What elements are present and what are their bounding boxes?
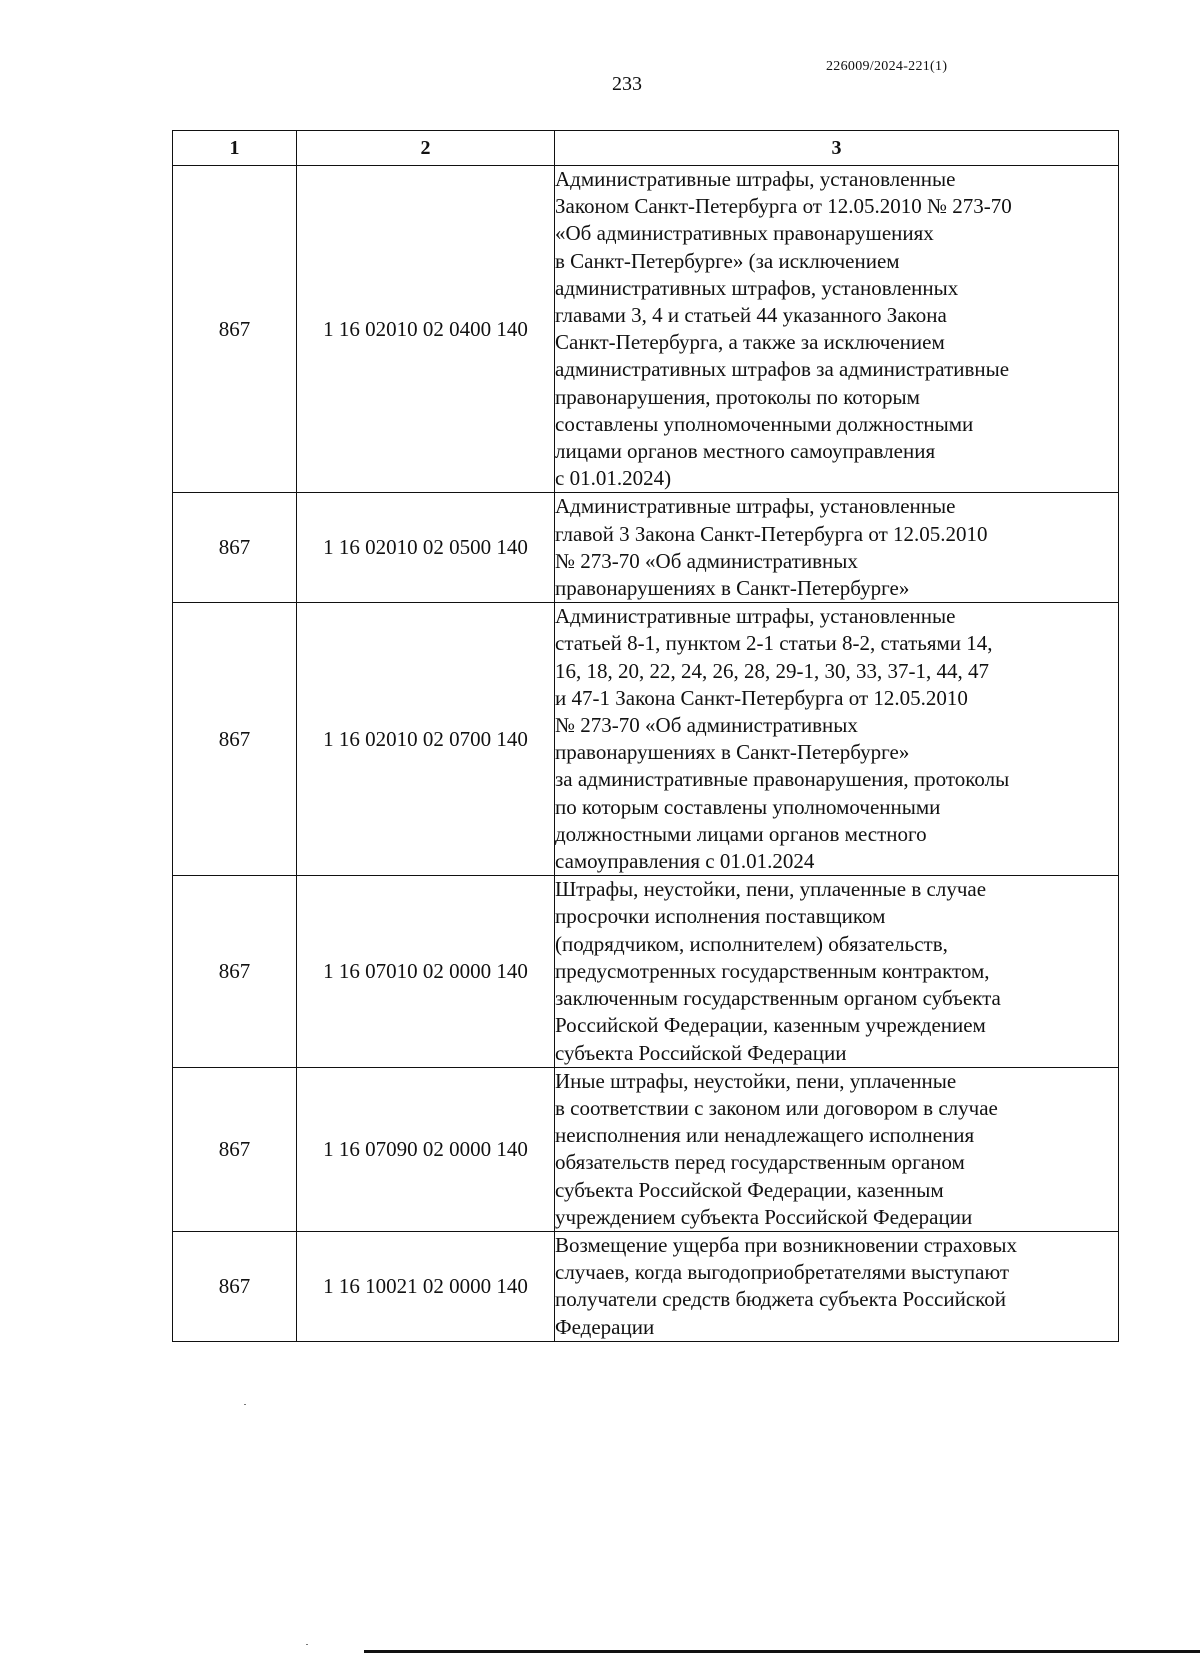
table-row [173,1231,1119,1341]
description-line: Санкт-Петербурга, а также за исключением [555,330,945,355]
column-header-1: 1 [173,131,297,166]
description-line: обязательств перед государственным органом [555,1150,965,1175]
description-line: Административные штрафы, установленные [555,494,956,519]
column-header-2: 2 [297,131,555,166]
budget-code-cell: 1 16 10021 02 0000 140 [297,1231,555,1341]
description-line: должностными лицами органов местного [555,821,927,846]
budget-code-cell: 1 16 07090 02 0000 140 [297,1067,555,1231]
description-line: Законом Санкт-Петербурга от 12.05.2010 № 273-70 [555,194,1012,219]
budget-code-cell: 1 16 02010 02 0500 140 [297,493,555,603]
description-line: правонарушениях в Санкт-Петербурге» [555,576,910,601]
description-line: главами 3, 4 и статьей 44 указанного Закона [555,303,947,328]
description-line: Иные штрафы, неустойки, пени, уплаченные [555,1068,957,1093]
description-line: Российской Федерации, казенным учреждением [555,1013,986,1038]
admin-code-cell: 867 [173,493,297,603]
description-cell [555,603,1119,876]
scan-edge-line [364,1650,1200,1653]
budget-code-cell: 1 16 02010 02 0400 140 [297,166,555,493]
description-line: Административные штрафы, установленные [555,167,956,191]
table-row [173,166,1119,493]
admin-code-cell: 867 [173,603,297,876]
admin-code-cell: 867 [173,876,297,1067]
description-line: административных штрафов за административные [555,357,1010,382]
description-line: правонарушениях в Санкт-Петербурге» [555,740,910,765]
column-header-3: 3 [555,131,1119,166]
description-line: № 273-70 «Об административных [555,713,858,738]
description-cell [555,1231,1119,1341]
description-cell [555,493,1119,603]
description-line: в Санкт-Петербурге» (за исключением [555,248,900,273]
description-line: предусмотренных государственным контрактом, [555,958,990,983]
description-line: (подрядчиком, исполнителем) обязательств, [555,931,948,956]
description-line: учреждением субъекта Российской Федерации [555,1204,973,1229]
description-line: № 273-70 «Об административных [555,548,858,573]
description-line: 16, 18, 20, 22, 24, 26, 28, 29-1, 30, 33, 37-1, 44, 47 [555,658,989,683]
description-line: неисполнения или ненадлежащего исполнения [555,1123,975,1148]
description-line: случаев, когда выгодоприобретателями выступают [555,1260,1010,1285]
document-id: 226009/2024-221(1) [826,59,948,74]
table-row [173,493,1119,603]
description-line: и 47-1 Закона Санкт-Петербурга от 12.05.2010 [555,685,968,710]
description-line: с 01.01.2024) [555,466,672,491]
description-line: самоуправления с 01.01.2024 [555,849,815,874]
description-line: лицами органов местного самоуправления [555,439,936,464]
description-line: «Об административных правонарушениях [555,221,934,246]
scan-speck [244,1404,246,1405]
page-number: 233 [612,73,642,95]
admin-code-cell: 867 [173,1067,297,1231]
budget-code-cell: 1 16 07010 02 0000 140 [297,876,555,1067]
table-row [173,603,1119,876]
description-line: Возмещение ущерба при возникновении страховых [555,1232,1017,1257]
description-line: субъекта Российской Федерации [555,1040,847,1065]
description-line: субъекта Российской Федерации, казенным [555,1177,944,1202]
description-line: заключенным государственным органом субъекта [555,986,1001,1011]
description-cell [555,166,1119,493]
description-line: Штрафы, неустойки, пени, уплаченные в случае [555,877,987,902]
description-line: Федерации [555,1314,655,1339]
description-line: правонарушения, протоколы по которым [555,384,920,409]
description-line: получатели средств бюджета субъекта Российской [555,1287,1007,1312]
table-row [173,1067,1119,1231]
description-cell [555,876,1119,1067]
description-line: за административные правонарушения, протоколы [555,767,1010,792]
description-line: главой 3 Закона Санкт-Петербурга от 12.05.2010 [555,521,988,546]
admin-code-cell: 867 [173,166,297,493]
admin-code-cell: 867 [173,1231,297,1341]
description-cell [555,1067,1119,1231]
scan-speck [306,1644,308,1645]
budget-codes-table [172,130,1119,1342]
description-line: Административные штрафы, установленные [555,604,956,629]
table-header-row [173,131,1119,166]
description-line: просрочки исполнения поставщиком [555,904,886,929]
description-line: статьей 8-1, пунктом 2-1 статьи 8-2, статьями 14, [555,631,993,656]
budget-code-cell: 1 16 02010 02 0700 140 [297,603,555,876]
description-line: составлены уполномоченными должностными [555,411,974,436]
description-line: административных штрафов, установленных [555,275,959,300]
description-line: в соответствии с законом или договором в случае [555,1095,998,1120]
table-row [173,876,1119,1067]
description-line: по которым составлены уполномоченными [555,794,941,819]
